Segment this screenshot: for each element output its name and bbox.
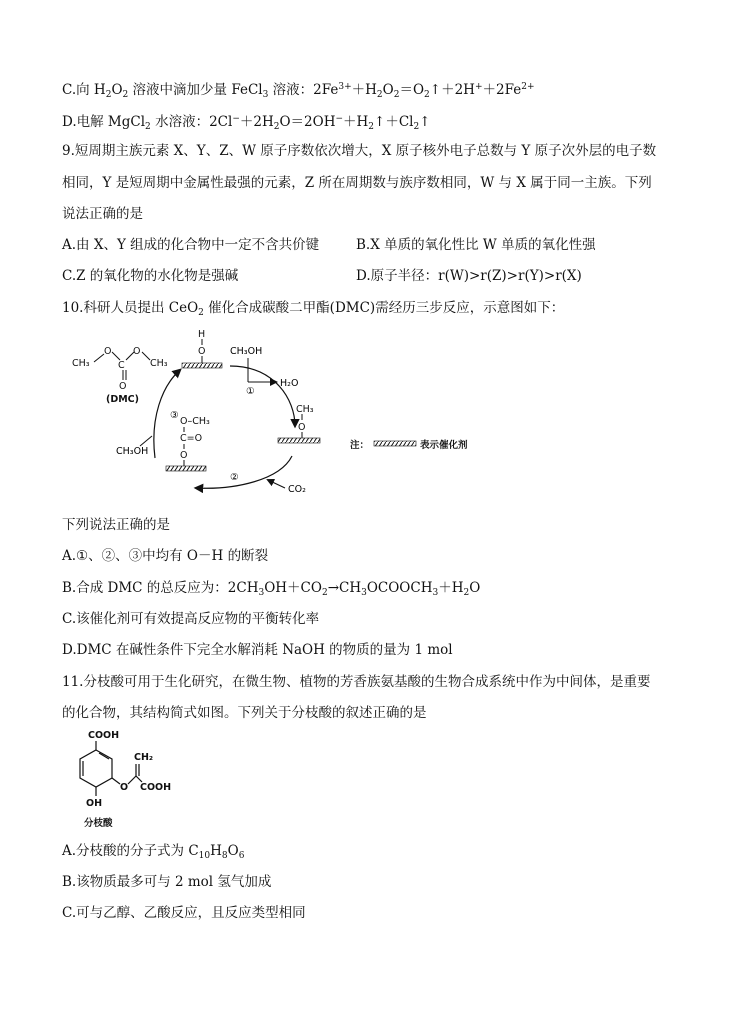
ether-o-label: O	[120, 782, 129, 793]
dmc-o-carbonyl: O	[119, 381, 127, 392]
catalyst-carbonate-site	[166, 416, 210, 471]
q10-stem: 10.科研人员提出 CeO$_2$ 催化合成碳酸二甲酯(DMC)需经历三步反应，示意图如下：	[62, 300, 565, 318]
dmc-c: C	[118, 360, 125, 371]
q8-option-c: C.向 $H_2O_2$ 溶液中滴加少量 FeCl$_3$ 溶液：$2Fe^{3+}+H_2O_2=O_2↑+2H^++2Fe^{2+}$	[62, 82, 535, 100]
dmc-ch3-right: CH₃	[150, 358, 168, 369]
legend-text: 表示催化剂	[420, 440, 468, 451]
cooh-top-label: COOH	[88, 730, 120, 741]
q10-option-b: B.合成 DMC 的总反应为：$2CH_3OH+CO_2\to CH_3OCOOCH_3+H_2O$	[62, 580, 481, 598]
och3-o: O	[298, 422, 306, 433]
catalyst-oh-site	[182, 329, 222, 368]
dmc-o-right: O	[133, 346, 141, 357]
ch2-label: CH₂	[134, 752, 154, 763]
legend-note: 注：	[350, 440, 370, 451]
oh-o: O	[198, 346, 206, 357]
catalyst-legend	[350, 439, 468, 451]
carbonate-c-eq-o: C=O	[180, 433, 203, 444]
cycle-arrow-step-1	[230, 366, 295, 426]
carbonate-o: O	[180, 450, 188, 461]
methanol-top: CH₃OH	[230, 346, 263, 357]
step-2-label: ②	[230, 472, 239, 483]
q11-option-b: B.该物质最多可与 2 mol 氢气加成	[62, 874, 272, 890]
q9-option-d: D.原子半径：r(W)>r(Z)>r(Y)>r(X)	[356, 268, 582, 284]
q9-option-a: A.由 X、Y 组成的化合物中一定不含共价键	[62, 237, 320, 253]
dmc-reaction-diagram	[70, 328, 490, 510]
cycle-arrow-step-2	[196, 456, 292, 488]
chorismic-acid-structure	[74, 726, 194, 836]
q9-option-c: C.Z 的氧化物的水化物是强碱	[62, 268, 239, 284]
q9-option-b: B.X 单质的氧化性比 W 单质的氧化性强	[356, 237, 596, 253]
q10-option-a: A.①、②、③中均有 O－H 的断裂	[62, 548, 269, 564]
q11-stem-line-1: 11.分枝酸可用于生化研究，在微生物、植物的芳香族氨基酸的生物合成系统中作为中间体，是重要	[62, 674, 651, 690]
carbonate-o-ch3: O–CH₃	[180, 416, 210, 427]
q10-prompt: 下列说法正确的是	[62, 517, 170, 533]
cooh-right-label: COOH	[140, 782, 172, 793]
q8-option-d: D.电解 MgCl$_2$ 水溶液：$2Cl^-+2H_2O=2OH^-+H_2↑+Cl_2↑$	[62, 114, 431, 132]
och3-ch3: CH₃	[296, 404, 314, 415]
q9-stem-line-1: 9.短周期主族元素 X、Y、Z、W 原子序数依次增大，X 原子核外电子总数与 Y 原子次外层的电子数	[62, 143, 657, 159]
oh-h: H	[198, 329, 206, 340]
q9-stem-line-2: 相同，Y 是短周期中金属性最强的元素，Z 所在周期数与族序数相同，W 与 X 属于同一主族。下列	[62, 175, 652, 191]
step-1-label: ①	[246, 386, 255, 397]
step-3-label: ③	[170, 410, 179, 421]
dmc-ch3-left: CH₃	[72, 358, 90, 369]
q9-stem-line-3: 说法正确的是	[62, 206, 143, 222]
q11-option-c: C.可与乙醇、乙酸反应，且反应类型相同	[62, 905, 306, 921]
dmc-label: (DMC)	[106, 394, 139, 405]
oh-label: OH	[86, 798, 103, 809]
q11-stem-line-2: 的化合物，其结构简式如图。下列关于分枝酸的叙述正确的是	[62, 705, 427, 721]
q11-option-a: A.分枝酸的分子式为 $C_{10}H_8O_6$	[62, 843, 245, 861]
catalyst-och3-site	[278, 404, 320, 443]
dmc-molecule	[72, 346, 168, 405]
q10-option-d: D.DMC 在碱性条件下完全水解消耗 NaOH 的物质的量为 1 mol	[62, 642, 453, 658]
co2-label: CO₂	[288, 484, 306, 495]
water-product: H₂O	[280, 378, 299, 389]
q10-option-c: C.该催化剂可有效提高反应物的平衡转化率	[62, 611, 320, 627]
structure-name: 分枝酸	[84, 818, 113, 829]
dmc-o-left: O	[104, 346, 112, 357]
methanol-left: CH₃OH	[116, 446, 149, 457]
